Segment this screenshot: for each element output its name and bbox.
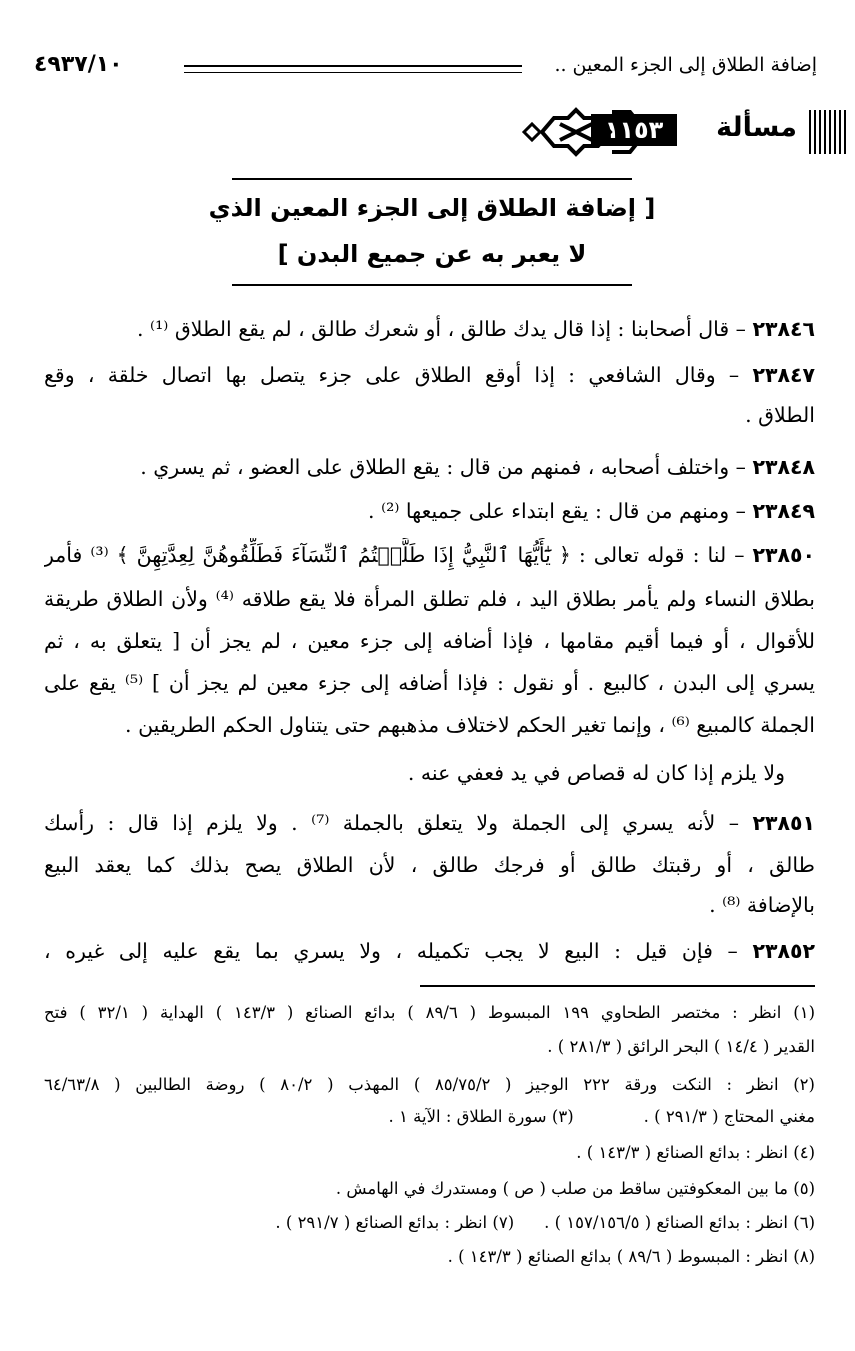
footnote-2-3-line [44, 1102, 815, 1132]
paragraph-23849: ٢٣٨٤٩ – ومنهم من قال : يقع ابتداء على جميعها ⁽²⁾ . [368, 499, 815, 523]
paragraph-23847-cont: الطلاق . [745, 403, 815, 427]
paragraph-23850-line6: ولا يلزم إذا كان له قصاص في يد فعفي عنه . [407, 761, 785, 785]
paragraph-23850: ٢٣٨٥٠ – لنا : قوله تعالى : ﴿ يَٰٓأَيُّهَا ٱلنَّبِيُّ إِذَا طَلَّقۡتُمُ ٱلنِّسَآءَ فَطَلِّقُوهُنَّ لِعِدَّتِهِنَّ ﴾ ⁽³⁾ فأمر [44, 543, 815, 567]
paragraph-23846: ٢٣٨٤٦ – قال أصحابنا : إذا قال يدك طالق ، أو شعرك طالق ، لم يقع الطلاق ⁽¹⁾ . [137, 317, 815, 341]
footnote-3: (٣) سورة الطلاق : الآية ١ . [388, 1107, 574, 1126]
running-title: إضافة الطلاق إلى الجزء المعين .. [554, 54, 817, 76]
masala-number: ١١٥٣ [591, 114, 677, 146]
footnote-8: (٨) انظر : المبسوط ( ٨٩/٦ ) بدائع الصنائع ( ١٤٣/٣ ) . [447, 1247, 815, 1266]
paragraph-23850-line2: بطلاق النساء ولم يأمر بطلاق اليد ، فلم تطلق المرأة فلا يقع طلاقه ⁽⁴⁾ ولأن الطلاق طريقة [44, 587, 815, 611]
footnote-1-line2: القدير ( ١٤/٤ ) البحر الرائق ( ٢٨١/٣ ) . [547, 1037, 815, 1056]
footnote-1-line1: (١) انظر : مختصر الطحاوي ١٩٩ المبسوط ( ٨٩/٦ ) بدائع الصنائع ( ١٤٣/٣ ) الهداية ( ٣٢/١ ) فتح [44, 1003, 815, 1022]
footnote-5: (٥) ما بين المعكوفتين ساقط من صلب ( ص ) ومستدرك في الهامش . [335, 1179, 815, 1198]
footnote-2-line1: (٢) انظر : النكت ورقة ٢٢٢ الوجيز ( ٨٥/٧٥/٢ ) المهذب ( ٨٠/٢ ) روضة الطالبين ( ٦٤/٦٣/٨ [44, 1075, 815, 1094]
barcode-ornament [809, 110, 849, 154]
paragraph-23847: ٢٣٨٤٧ – وقال الشافعي : إذا أوقع الطلاق على جزء يتصل بها اتصال خلقة ، وقع [44, 363, 815, 387]
chapter-rule-top [232, 178, 632, 180]
paragraph-23851: ٢٣٨٥١ – لأنه يسري إلى الجملة ولا يتعلق بالجملة ⁽⁷⁾ . ولا يلزم إذا قال : رأسك [44, 811, 815, 835]
paragraph-23850-line3: للأقوال ، أو فيما أقيم مقامها ، فإذا أضافه إلى جزء معين ، لم يجز أن [ يتعلق به ، ثم [44, 629, 815, 653]
masala-label: مسألة [716, 112, 797, 143]
footnote-6-7-line [44, 1208, 815, 1238]
footnote-4: (٤) انظر : بدائع الصنائع ( ١٤٣/٣ ) . [576, 1143, 815, 1162]
chapter-rule-bottom [232, 284, 632, 286]
chapter-title-line1: [ إضافة الطلاق إلى الجزء المعين الذي [208, 194, 656, 222]
footnote-separator [420, 985, 815, 987]
paragraph-23850-line5: الجملة كالمبيع ⁽⁶⁾ ، وإنما تغير الحكم لاختلاف مذهبهم حتى يتناول الحكم الطريقين . [125, 713, 815, 737]
paragraph-23852: ٢٣٨٥٢ – فإن قيل : البيع لا يجب تكميله ، ولا يسري بما يقع عليه إلى غيره ، [44, 939, 815, 963]
paragraph-23848: ٢٣٨٤٨ – واختلف أصحابه ، فمنهم من قال : يقع الطلاق على العضو ، ثم يسري . [140, 455, 815, 479]
page-reference: ٤٩٣٧/١٠ [34, 52, 123, 77]
footnote-2-line2: مغني المحتاج ( ٢٩١/٣ ) . [643, 1107, 815, 1126]
masala-banner [0, 100, 855, 162]
running-header [34, 52, 817, 84]
paragraph-23851-line2: طالق ، أو رقبتك طالق أو فرجك طالق ، لأن الطلاق يصح بذلك كما يعقد البيع [44, 853, 815, 877]
star-ornament-icon [520, 102, 640, 162]
footnote-7: (٧) انظر : بدائع الصنائع ( ٢٩١/٧ ) . [275, 1213, 515, 1232]
footnote-6: (٦) انظر : بدائع الصنائع ( ١٥٧/١٥٦/٥ ) . [544, 1213, 815, 1232]
paragraph-23850-line4: يسري إلى البدن ، كالبيع . أو نقول : فإذا أضافه إلى جزء معين لم يجز أن ] ⁽⁵⁾ يقع على [44, 671, 815, 695]
chapter-title-line2: لا يعبر به عن جميع البدن ] [277, 240, 587, 268]
header-rule [184, 65, 522, 73]
paragraph-23851-line3: بالإضافة ⁽⁸⁾ . [709, 893, 815, 917]
